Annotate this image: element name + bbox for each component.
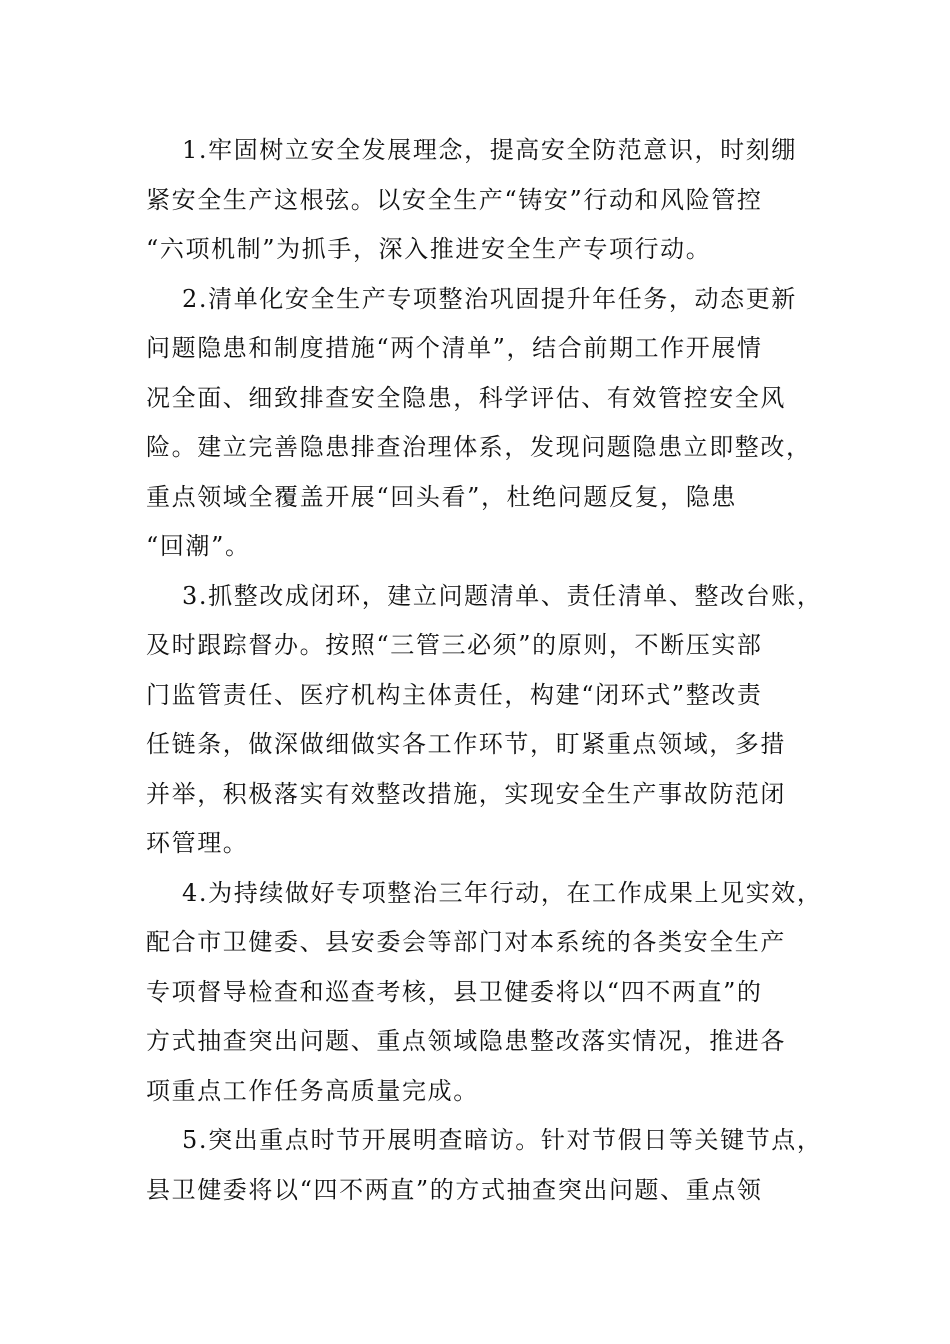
text-line: 任链条，做深做细做实各工作环节，盯紧重点领域，多措: [146, 730, 786, 758]
text-line: 况全面、细致排查安全隐患，科学评估、有效管控安全风: [146, 383, 786, 412]
paragraph-5: [146, 1116, 823, 1215]
text-line: 紧安全生产这根弦。以安全生产“铸安”行动和风险管控: [146, 185, 763, 214]
text-line: 问题隐患和制度措施“两个清单”，结合前期工作开展情: [146, 334, 763, 362]
text-line: 县卫健委将以“四不两直”的方式抽查突出问题、重点领: [146, 1175, 763, 1204]
paragraph-1: [146, 126, 816, 275]
text-line: 及时跟踪督办。按照“三管三必须”的原则，不断压实部: [146, 631, 763, 659]
text-line: 1.牢固树立安全发展理念，提高安全防范意识，时刻绷: [182, 136, 797, 164]
text-line: 专项督导检查和巡查考核，县卫健委将以“四不两直”的: [146, 977, 763, 1006]
text-line: 环管理。: [146, 829, 249, 857]
paragraph-3: [146, 572, 823, 869]
text-line: 3.抓整改成闭环，建立问题清单、责任清单、整改台账，: [182, 581, 823, 610]
text-line: 4.为持续做好专项整治三年行动，在工作成果上见实效，: [182, 878, 823, 907]
text-line: 并举，积极落实有效整改措施，实现安全生产事故防范闭: [146, 779, 786, 808]
text-line: 门监管责任、医疗机构主体责任，构建“闭环式”整改责: [146, 680, 763, 709]
text-line: 2.清单化安全生产专项整治巩固提升年任务，动态更新: [182, 284, 797, 313]
text-line: 5.突出重点时节开展明查暗访。针对节假日等关键节点，: [182, 1126, 823, 1154]
text-line: 项重点工作任务高质量完成。: [146, 1076, 479, 1105]
document-body: [146, 126, 823, 1215]
text-line: 方式抽查突出问题、重点领域隐患整改落实情况，推进各: [146, 1027, 786, 1055]
text-line: 重点领域全覆盖开展“回头看”，杜绝问题反复，隐患: [146, 482, 737, 511]
text-line: “回潮”。: [146, 532, 251, 560]
paragraph-2: [146, 275, 816, 572]
text-line: 险。建立完善隐患排查治理体系，发现问题隐患立即整改，: [146, 433, 812, 461]
paragraph-4: [146, 869, 823, 1117]
text-line: 配合市卫健委、县安委会等部门对本系统的各类安全生产: [146, 928, 786, 956]
text-line: “六项机制”为抓手，深入推进安全生产专项行动。: [146, 235, 712, 263]
